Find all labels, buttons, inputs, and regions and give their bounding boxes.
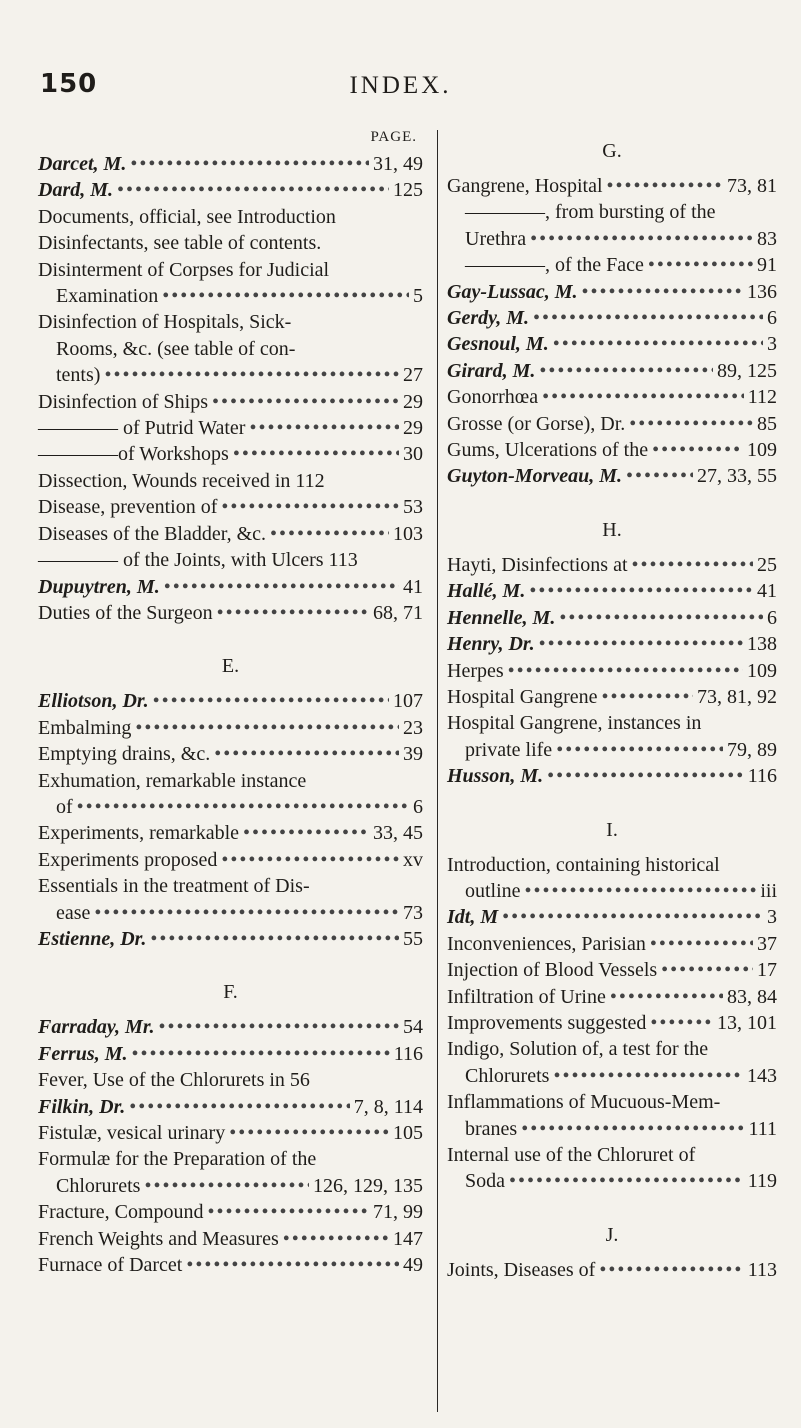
entry-pages: 23 [403, 716, 423, 739]
entry-name: Joints, Diseases of [447, 1258, 596, 1281]
index-entry [447, 605, 777, 631]
entry-pages: 107 [393, 690, 423, 713]
index-line: ————, from bursting of the [465, 201, 716, 224]
left-column [38, 129, 423, 1278]
leader-dots [208, 1199, 369, 1225]
index-entry [38, 1014, 423, 1040]
entry-name: Fistulæ, vesical urinary [38, 1122, 226, 1144]
index-entry [38, 389, 423, 415]
entry-pages: 143 [747, 1064, 777, 1087]
leader-dots [530, 226, 753, 252]
entry-name: Gums, Ulcerations of the [447, 439, 649, 462]
index-line: Dissection, Wounds received in 112 [38, 469, 325, 492]
entry-name: Gonorrhœa [447, 386, 539, 409]
index-line: Exhumation, remarkable instance [38, 769, 307, 792]
index-entry [38, 1094, 423, 1120]
index-line: Introduction, containing historical [447, 853, 720, 876]
entry-pages: 119 [747, 1170, 777, 1193]
index-entry [447, 931, 777, 957]
leader-dots [162, 283, 409, 309]
entry-name: Inconveniences, Parisian [447, 932, 646, 955]
index-entry [447, 1010, 777, 1036]
leader-dots [650, 1010, 713, 1036]
entry-pages: 71, 99 [373, 1201, 423, 1224]
entry-name: tents) [56, 364, 101, 387]
entry-name: Experiments proposed [38, 848, 218, 871]
entry-name: ————, of the Face [465, 254, 644, 277]
entry-pages: 138 [747, 633, 777, 656]
index-entry [447, 737, 777, 763]
leader-dots [539, 631, 743, 657]
index-entry [38, 521, 423, 547]
leader-dots [233, 441, 399, 467]
entry-pages: 53 [403, 496, 423, 519]
entry-name: Filkin, Dr. [38, 1095, 126, 1118]
index-line: Disinterment of Corpses for Judicial [38, 258, 330, 281]
leader-dots [144, 1173, 309, 1199]
leader-dots [533, 305, 763, 331]
entry-name: ———— of Putrid Water [38, 417, 246, 440]
entry-pages: 37 [757, 932, 777, 955]
index-entry [447, 384, 777, 410]
index-entry [447, 1116, 777, 1142]
section-gap [447, 790, 777, 808]
index-entry [447, 1063, 777, 1089]
entry-name: ————of Workshops [38, 443, 229, 466]
leader-dots [217, 600, 369, 626]
entry-name: Estienne, Dr. [38, 927, 147, 950]
entry-pages: 13, 101 [717, 1011, 777, 1034]
entry-name: Infiltration of Urine [447, 985, 606, 1008]
entry-name: Dupuytren, M. [38, 575, 160, 598]
leader-dots [650, 931, 753, 957]
leader-dots [130, 151, 369, 177]
entry-pages: 136 [747, 280, 777, 303]
leader-dots [243, 820, 369, 846]
leader-dots [214, 741, 399, 767]
index-entry [447, 684, 777, 710]
section-gap [38, 952, 423, 970]
entry-pages: 109 [747, 659, 777, 682]
entry-pages: 6 [767, 307, 777, 330]
leader-dots [599, 1257, 743, 1283]
index-entry [38, 741, 423, 767]
entry-pages: 49 [403, 1254, 423, 1277]
leader-dots [135, 715, 399, 741]
index-entry [38, 362, 423, 388]
section-letter: H. [602, 518, 622, 541]
entry-name: Ferrus, M. [38, 1042, 128, 1065]
entry-name: Improvements suggested [447, 1011, 647, 1034]
entry-pages: iii [760, 879, 777, 902]
index-entry [447, 279, 777, 305]
leader-dots [521, 1116, 744, 1142]
index-entry [447, 358, 777, 384]
index-line: Rooms, &c. (see table of con- [56, 337, 296, 360]
leader-dots [509, 1168, 744, 1194]
leader-dots [94, 900, 399, 926]
entry-name: Chlorurets [465, 1064, 550, 1087]
entry-name: Gay-Lussac, M. [447, 280, 578, 303]
entry-pages: 126, 129, 135 [313, 1174, 423, 1197]
entry-pages: 68, 71 [373, 601, 423, 624]
leader-dots [629, 411, 753, 437]
page-title: INDEX. [349, 72, 452, 99]
leader-dots [129, 1094, 349, 1120]
entry-pages: 31, 49 [373, 153, 423, 175]
leader-dots [539, 358, 713, 384]
section-gap [447, 1195, 777, 1213]
leader-dots [164, 574, 399, 600]
entry-name: ease [56, 901, 91, 924]
entry-name: Examination [56, 285, 159, 308]
index-line: Internal use of the Chloruret of [447, 1144, 696, 1166]
entry-pages: 113 [747, 1258, 777, 1281]
entry-name: Gerdy, M. [447, 307, 530, 330]
index-entry [38, 1252, 423, 1278]
leader-dots [153, 688, 389, 714]
index-entry [447, 173, 777, 199]
index-line: Hospital Gangrene, instances in [447, 712, 702, 735]
entry-pages: 79, 89 [727, 738, 777, 761]
leader-dots [229, 1120, 389, 1146]
index-entry [38, 283, 423, 309]
section-letter: G. [602, 140, 622, 162]
index-entry [447, 463, 777, 489]
entry-name: Chlorurets [56, 1174, 141, 1197]
index-entry [38, 151, 423, 177]
index-entry [38, 1120, 423, 1146]
right-column [447, 129, 777, 1283]
index-entry [38, 1199, 423, 1225]
index-entry [38, 820, 423, 846]
index-entry [447, 1168, 777, 1194]
entry-pages: 83 [757, 227, 777, 250]
index-entry [38, 494, 423, 520]
entry-name: Urethra [465, 227, 527, 250]
entry-pages: 27 [403, 364, 423, 387]
leader-dots [648, 252, 753, 278]
index-entry [38, 715, 423, 741]
leader-dots [661, 957, 753, 983]
entry-name: Disinfection of Ships [38, 390, 208, 413]
entry-pages: 41 [403, 575, 423, 598]
column-divider [437, 130, 438, 1412]
entry-pages: 27, 33, 55 [697, 465, 777, 488]
index-entry [447, 904, 777, 930]
index-line: Formulæ for the Preparation of the [38, 1148, 317, 1171]
entry-pages: 83, 84 [727, 985, 777, 1008]
entry-name: Injection of Blood Vessels [447, 959, 658, 982]
index-entry [447, 658, 777, 684]
entry-name: Dard, M. [38, 179, 114, 202]
index-entry [38, 415, 423, 441]
entry-name: Herpes [447, 659, 504, 682]
entry-pages: 3 [767, 906, 777, 929]
entry-pages: 54 [403, 1016, 423, 1039]
index-line: Essentials in the treatment of Dis- [38, 875, 310, 898]
section-letter: J. [605, 1223, 619, 1246]
entry-pages: 3 [767, 333, 777, 356]
index-entry [447, 305, 777, 331]
entry-name: Husson, M. [447, 765, 544, 788]
leader-dots [131, 1041, 389, 1067]
entry-name: Elliotson, Dr. [38, 690, 149, 713]
leader-dots [553, 1063, 743, 1089]
index-entry [447, 437, 777, 463]
left-index-list [38, 151, 423, 1278]
entry-pages: 116 [747, 765, 777, 788]
entry-name: Hallé, M. [447, 580, 526, 603]
entry-name: Darcet, M. [38, 153, 127, 175]
index-entry [447, 578, 777, 604]
entry-pages: 29 [403, 390, 423, 413]
index-line: Indigo, Solution of, a test for the [447, 1038, 709, 1061]
entry-pages: 73, 81, 92 [697, 685, 777, 708]
index-line: Disinfectants, see table of contents. [38, 232, 322, 255]
leader-dots [159, 1014, 399, 1040]
entry-pages: 89, 125 [717, 359, 777, 382]
entry-name: Duties of the Surgeon [38, 601, 213, 624]
entry-pages: 109 [747, 439, 777, 462]
page-column-header: PAGE. [370, 129, 417, 145]
entry-pages: 17 [757, 959, 777, 982]
index-entry [38, 600, 423, 626]
section-letter: I. [606, 818, 618, 841]
entry-name: Hennelle, M. [447, 606, 556, 629]
entry-pages: 116 [393, 1042, 423, 1065]
index-line: Documents, official, see Introduction [38, 205, 336, 228]
page-number: 150 [40, 69, 98, 99]
entry-name: outline [465, 879, 521, 902]
entry-name: Hayti, Disinfections at [447, 553, 628, 576]
index-entry [447, 878, 777, 904]
index-entry [447, 957, 777, 983]
leader-dots [602, 684, 693, 710]
section-letter: F. [223, 981, 238, 1004]
leader-dots [117, 177, 389, 203]
leader-dots [508, 658, 743, 684]
leader-dots [626, 463, 693, 489]
leader-dots [610, 984, 723, 1010]
entry-name: Embalming [38, 716, 132, 739]
entry-name: Gesnoul, M. [447, 333, 549, 356]
entry-pages: 29 [403, 417, 423, 440]
leader-dots [502, 904, 763, 930]
entry-pages: 7, 8, 114 [353, 1095, 423, 1118]
entry-name: branes [465, 1117, 518, 1140]
leader-dots [556, 737, 723, 763]
leader-dots [547, 763, 744, 789]
entry-name: Henry, Dr. [447, 633, 535, 656]
entry-name: Grosse (or Gorse), Dr. [447, 412, 626, 435]
index-line: Fever, Use of the Chlorurets in 56 [38, 1069, 310, 1092]
entry-pages: 6 [767, 606, 777, 629]
index-entry [447, 411, 777, 437]
index-entry [38, 847, 423, 873]
index-entry [38, 900, 423, 926]
index-entry [38, 1226, 423, 1252]
index-entry [38, 574, 423, 600]
entry-name: Fracture, Compound [38, 1201, 204, 1224]
index-entry [38, 1173, 423, 1199]
entry-pages: 73 [403, 901, 423, 924]
entry-name: Hospital Gangrene [447, 685, 598, 708]
leader-dots [283, 1226, 389, 1252]
entry-pages: 25 [757, 553, 777, 576]
leader-dots [632, 552, 753, 578]
leader-dots [525, 878, 757, 904]
index-entry [447, 1257, 777, 1283]
entry-pages: 55 [403, 927, 423, 950]
index-entry [38, 1041, 423, 1067]
entry-pages: 41 [757, 580, 777, 603]
entry-pages: 105 [393, 1122, 423, 1144]
entry-pages: 85 [757, 412, 777, 435]
leader-dots [652, 437, 743, 463]
index-entry [38, 441, 423, 467]
index-line: Disinfection of Hospitals, Sick- [38, 311, 292, 334]
entry-pages: 33, 45 [373, 822, 423, 845]
entry-pages: 147 [393, 1227, 423, 1250]
leader-dots [150, 926, 399, 952]
entry-pages: 73, 81 [727, 175, 777, 197]
index-entry [38, 177, 423, 203]
section-gap [447, 490, 777, 508]
entry-pages: 111 [748, 1117, 777, 1140]
right-index-list [447, 133, 777, 1283]
leader-dots [542, 384, 744, 410]
entry-name: Emptying drains, &c. [38, 743, 211, 766]
entry-name: Guyton-Morveau, M. [447, 465, 623, 488]
entry-pages: 91 [757, 254, 777, 277]
entry-name: of [56, 795, 73, 818]
entry-pages: 125 [393, 179, 423, 202]
entry-name: Diseases of the Bladder, &c. [38, 522, 267, 545]
entry-name: Gangrene, Hospital [447, 175, 603, 197]
leader-dots [270, 521, 389, 547]
index-entry [447, 631, 777, 657]
leader-dots [212, 389, 399, 415]
entry-pages: 5 [413, 285, 423, 308]
leader-dots [582, 279, 743, 305]
entry-name: Soda [465, 1170, 505, 1193]
index-entry [38, 794, 423, 820]
index-line: Inflammations of Mucuous-Mem- [447, 1091, 721, 1114]
leader-dots [607, 173, 723, 199]
leader-dots [104, 362, 399, 388]
entry-name: Furnace of Darcet [38, 1254, 183, 1277]
leader-dots [77, 794, 409, 820]
leader-dots [221, 494, 399, 520]
leader-dots [221, 847, 399, 873]
entry-name: Girard, M. [447, 359, 536, 382]
index-entry [447, 763, 777, 789]
section-gap [38, 626, 423, 644]
entry-pages: 103 [393, 522, 423, 545]
entry-name: private life [465, 738, 553, 761]
entry-pages: 30 [403, 443, 423, 466]
leader-dots [249, 415, 399, 441]
section-letter: E. [221, 655, 240, 678]
entry-pages: xv [403, 848, 423, 871]
entry-name: Farraday, Mr. [38, 1016, 155, 1039]
index-entry [447, 252, 777, 278]
leader-dots [559, 605, 763, 631]
leader-dots [553, 331, 763, 357]
leader-dots [529, 578, 753, 604]
index-entry [447, 984, 777, 1010]
index-line: ———— of the Joints, with Ulcers 113 [38, 549, 358, 572]
index-entry [38, 926, 423, 952]
entry-name: French Weights and Measures [38, 1227, 279, 1250]
index-entry [447, 552, 777, 578]
entry-name: Idt, M [447, 906, 499, 929]
entry-pages: 39 [403, 743, 423, 766]
leader-dots [186, 1252, 399, 1278]
index-entry [447, 331, 777, 357]
entry-name: Disease, prevention of [38, 496, 218, 519]
index-entry [447, 226, 777, 252]
entry-name: Experiments, remarkable [38, 822, 240, 845]
entry-pages: 112 [747, 386, 777, 409]
entry-pages: 6 [413, 795, 423, 818]
index-entry [38, 688, 423, 714]
